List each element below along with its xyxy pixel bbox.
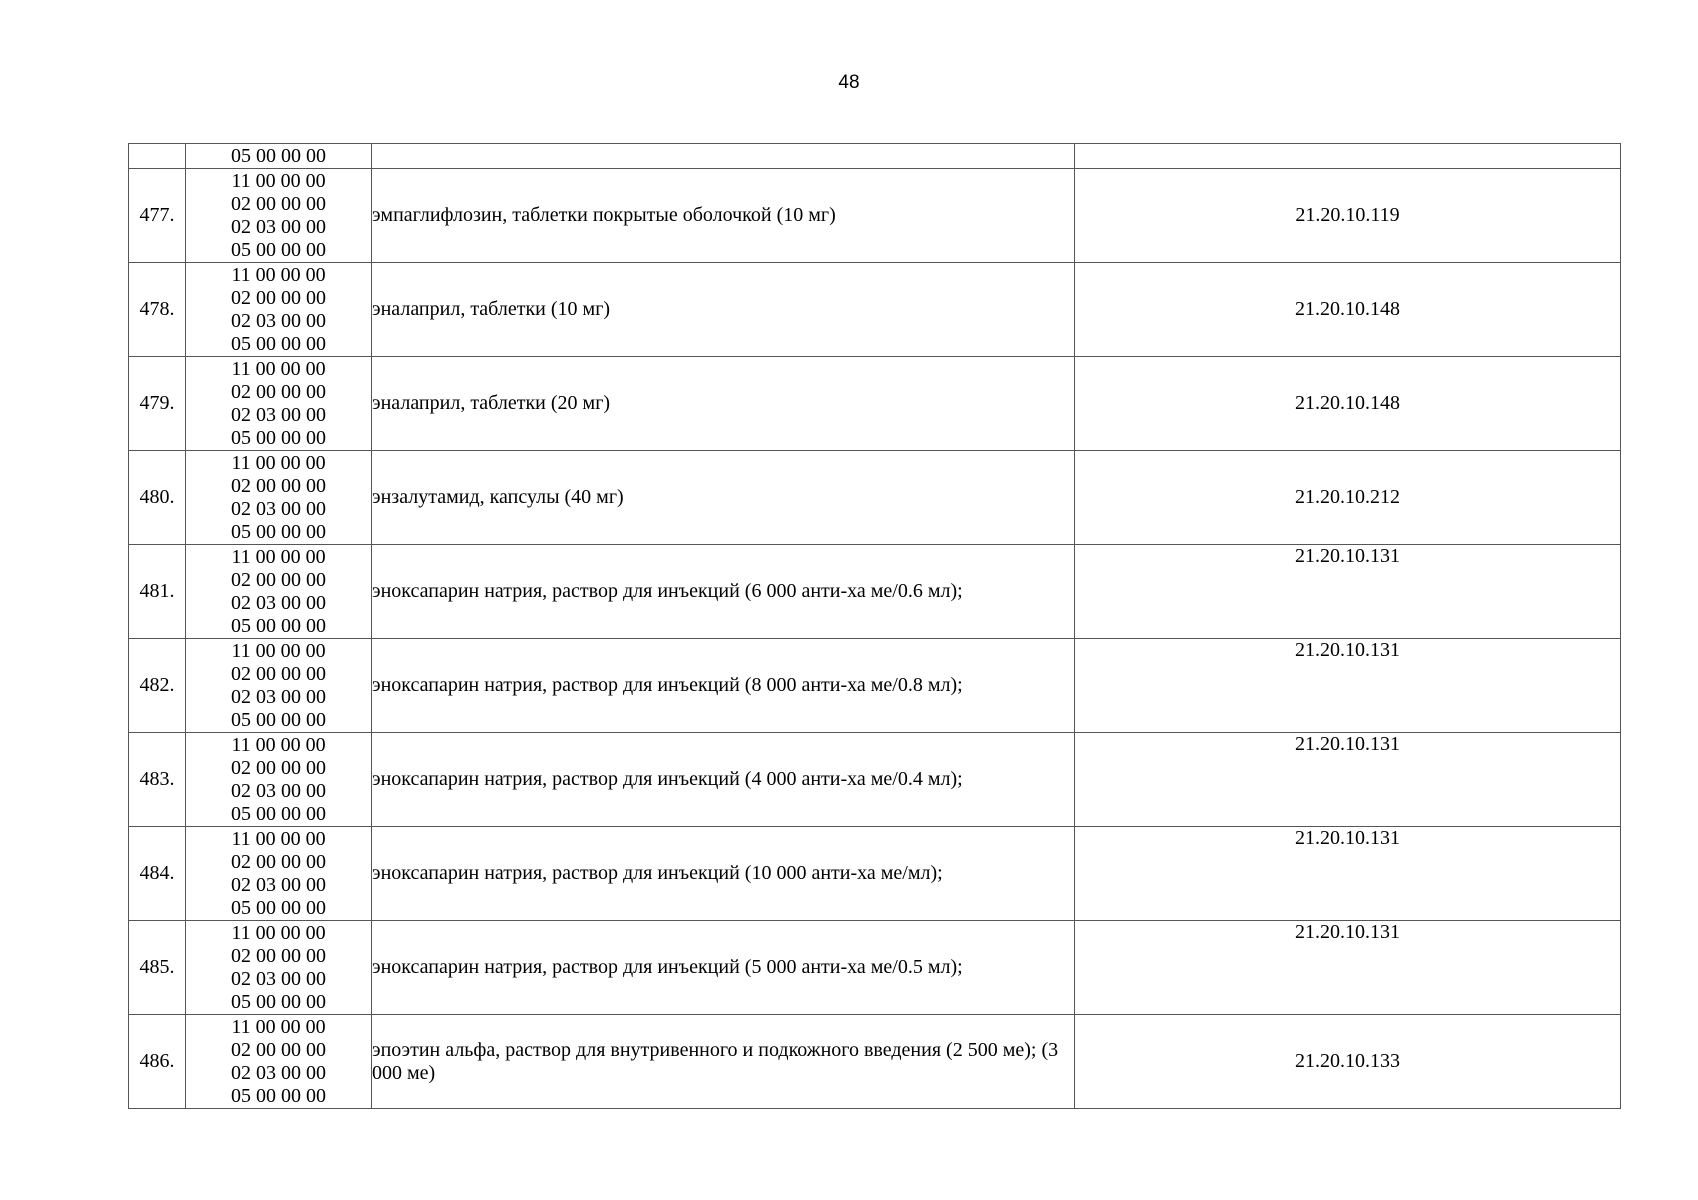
code-line: 11 00 00 00 (231, 639, 326, 662)
code-line: 02 00 00 00 (231, 474, 326, 497)
code-line: 02 00 00 00 (231, 662, 326, 685)
code-line: 11 00 00 00 (231, 1015, 326, 1038)
codes-cell (186, 169, 372, 263)
code-line: 11 00 00 00 (231, 169, 326, 192)
row-number-cell: 477. (129, 169, 186, 263)
page-number: 48 (838, 72, 860, 93)
codes-cell (186, 144, 372, 169)
table-row (129, 545, 1621, 639)
code-line: 05 00 00 00 (231, 896, 326, 919)
okpd-code-cell: 21.20.10.148 (1075, 357, 1621, 451)
code-line: 11 00 00 00 (231, 827, 326, 850)
drug-name-cell: эноксапарин натрия, раствор для инъекций (8 000 анти-ха ме/0.8 мл); (372, 639, 1075, 733)
table-body (129, 144, 1621, 1109)
codes-cell (186, 263, 372, 357)
drug-name-cell: эноксапарин натрия, раствор для инъекций (10 000 анти-ха ме/мл); (372, 827, 1075, 921)
code-line: 02 00 00 00 (231, 850, 326, 873)
table-row (129, 733, 1621, 827)
code-line: 05 00 00 00 (231, 708, 326, 731)
codes-cell (186, 545, 372, 639)
code-line: 02 00 00 00 (231, 286, 326, 309)
code-line: 02 00 00 00 (231, 944, 326, 967)
codes-cell (186, 827, 372, 921)
okpd-code-cell: 21.20.10.131 (1075, 827, 1621, 921)
table-row (129, 357, 1621, 451)
row-number-cell: 486. (129, 1015, 186, 1109)
row-number-cell: 485. (129, 921, 186, 1015)
code-line: 11 00 00 00 (231, 357, 326, 380)
table-row (129, 639, 1621, 733)
okpd-code-cell: 21.20.10.212 (1075, 451, 1621, 545)
code-line: 02 03 00 00 (231, 873, 326, 896)
okpd-code-cell: 21.20.10.133 (1075, 1015, 1621, 1109)
code-line: 05 00 00 00 (231, 238, 326, 261)
drug-name-cell (372, 144, 1075, 169)
drug-table (128, 143, 1621, 1109)
codes-cell (186, 639, 372, 733)
codes-cell (186, 451, 372, 545)
row-number-cell: 483. (129, 733, 186, 827)
okpd-code-cell: 21.20.10.148 (1075, 263, 1621, 357)
code-line: 02 03 00 00 (231, 685, 326, 708)
code-line: 05 00 00 00 (231, 332, 326, 355)
code-line: 11 00 00 00 (231, 451, 326, 474)
drug-name-cell: эноксапарин натрия, раствор для инъекций (4 000 анти-ха ме/0.4 мл); (372, 733, 1075, 827)
code-line: 02 03 00 00 (231, 779, 326, 802)
code-line: 02 03 00 00 (231, 1061, 326, 1084)
row-number-cell: 481. (129, 545, 186, 639)
code-line: 02 03 00 00 (231, 591, 326, 614)
code-line: 02 03 00 00 (231, 215, 326, 238)
code-line: 02 00 00 00 (231, 568, 326, 591)
table-row (129, 827, 1621, 921)
table-row (129, 451, 1621, 545)
row-number-cell: 479. (129, 357, 186, 451)
code-line: 02 00 00 00 (231, 380, 326, 403)
codes-cell (186, 1015, 372, 1109)
row-number-cell: 484. (129, 827, 186, 921)
code-line: 02 00 00 00 (231, 1038, 326, 1061)
okpd-code-cell: 21.20.10.119 (1075, 169, 1621, 263)
okpd-code-cell: 21.20.10.131 (1075, 639, 1621, 733)
codes-cell (186, 733, 372, 827)
code-line: 02 00 00 00 (231, 756, 326, 779)
code-line: 05 00 00 00 (231, 990, 326, 1013)
okpd-code-cell: 21.20.10.131 (1075, 921, 1621, 1015)
table-row (129, 1015, 1621, 1109)
table-row (129, 263, 1621, 357)
codes-cell (186, 921, 372, 1015)
drug-name-cell: энзалутамид, капсулы (40 мг) (372, 451, 1075, 545)
drug-name-cell: эноксапарин натрия, раствор для инъекций (5 000 анти-ха ме/0.5 мл); (372, 921, 1075, 1015)
okpd-code-cell: 21.20.10.131 (1075, 545, 1621, 639)
drug-name-cell: эналаприл, таблетки (10 мг) (372, 263, 1075, 357)
drug-name-cell: эналаприл, таблетки (20 мг) (372, 357, 1075, 451)
code-line: 11 00 00 00 (231, 545, 326, 568)
okpd-code-cell (1075, 144, 1621, 169)
code-line: 05 00 00 00 (231, 614, 326, 637)
drug-name-cell: эпоэтин альфа, раствор для внутривенного и подкожного введения (2 500 ме); (3 000 ме) (372, 1015, 1075, 1109)
code-line: 02 03 00 00 (231, 403, 326, 426)
code-line: 11 00 00 00 (231, 263, 326, 286)
row-number-cell: 478. (129, 263, 186, 357)
drug-name-cell: эноксапарин натрия, раствор для инъекций (6 000 анти-ха ме/0.6 мл); (372, 545, 1075, 639)
code-line: 11 00 00 00 (231, 733, 326, 756)
code-line: 02 00 00 00 (231, 192, 326, 215)
okpd-code-cell: 21.20.10.131 (1075, 733, 1621, 827)
code-line: 02 03 00 00 (231, 967, 326, 990)
codes-cell (186, 357, 372, 451)
code-line: 05 00 00 00 (231, 520, 326, 543)
row-number-cell: 480. (129, 451, 186, 545)
code-line: 05 00 00 00 (231, 426, 326, 449)
table-row (129, 169, 1621, 263)
code-line: 05 00 00 00 (231, 802, 326, 825)
table-row (129, 921, 1621, 1015)
drug-name-cell: эмпаглифлозин, таблетки покрытые оболочкой (10 мг) (372, 169, 1075, 263)
code-line: 11 00 00 00 (231, 921, 326, 944)
row-number-cell: 482. (129, 639, 186, 733)
table-row-continuation (129, 144, 1621, 169)
code-line: 02 03 00 00 (231, 309, 326, 332)
code-line: 05 00 00 00 (231, 1084, 326, 1107)
row-number-cell (129, 144, 186, 169)
code-line: 05 00 00 00 (231, 144, 326, 167)
code-line: 02 03 00 00 (231, 497, 326, 520)
